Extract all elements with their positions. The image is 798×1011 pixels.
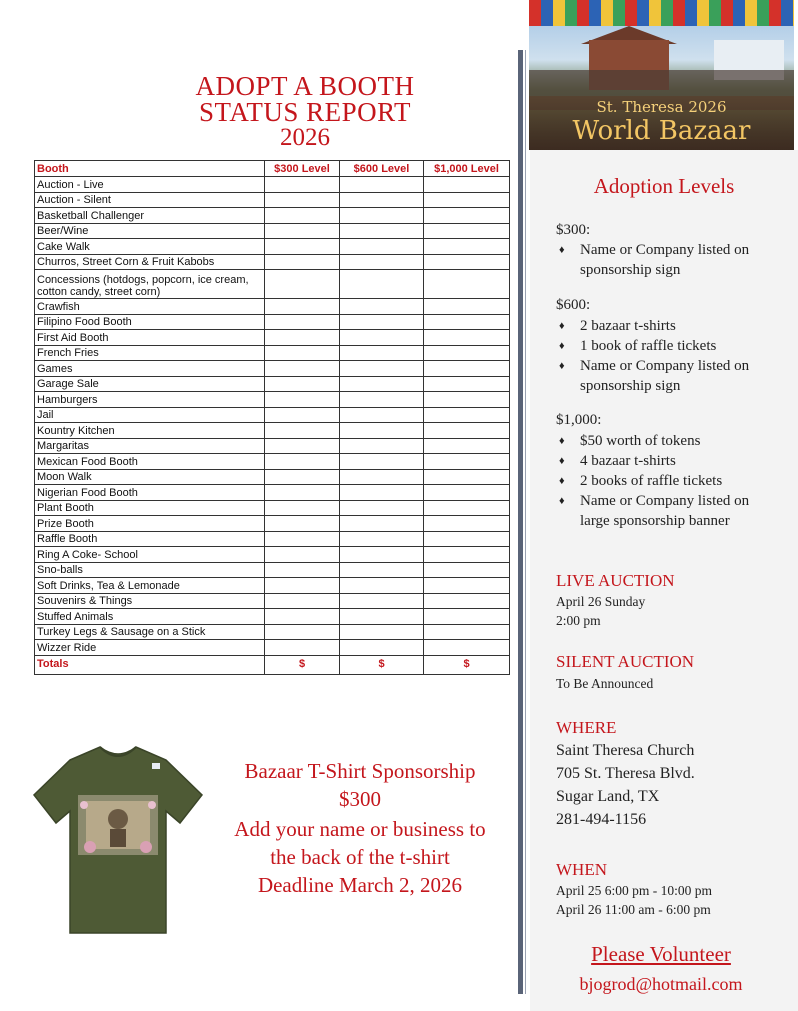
cell-300 [265,376,340,392]
cell-1000 [424,223,510,239]
booth-name: Plant Booth [35,500,265,516]
cell-300 [265,208,340,224]
cell-600 [340,423,424,439]
booth-name: Moon Walk [35,469,265,485]
cell-1000 [424,423,510,439]
table-row [35,531,510,547]
cell-600 [340,578,424,594]
booth-name: Raffle Booth [35,531,265,547]
cell-600 [340,299,424,315]
cell-600 [340,208,424,224]
cell-1000 [424,239,510,255]
cell-1000 [424,593,510,609]
booth-name: Souvenirs & Things [35,593,265,609]
live-auction-heading: LIVE AUCTION [556,571,675,590]
table-row [35,345,510,361]
booth-name: Soft Drinks, Tea & Lemonade [35,578,265,594]
cell-600 [340,177,424,193]
cell-600 [340,454,424,470]
cell-300 [265,345,340,361]
cell-600 [340,314,424,330]
booth-name: Cake Walk [35,239,265,255]
cell-600 [340,485,424,501]
cell-600 [340,531,424,547]
cell-1000 [424,640,510,656]
table-row [35,578,510,594]
booth-name: Basketball Challenger [35,208,265,224]
table-row [35,547,510,563]
cell-1000 [424,531,510,547]
schedule-day1: April 25 6:00 pm - 10:00 pm [556,883,712,898]
table-row [35,593,510,609]
cell-600 [340,392,424,408]
cell-600 [340,330,424,346]
cell-1000 [424,254,510,270]
booth-name: Auction - Live [35,177,265,193]
table-row [35,485,510,501]
cell-600 [340,516,424,532]
table-row [35,192,510,208]
cell-1000 [424,270,510,299]
booth-name: Margaritas [35,438,265,454]
booth-name: Beer/Wine [35,223,265,239]
cell-600 [340,361,424,377]
booth-name: Games [35,361,265,377]
cell-1000 [424,345,510,361]
when-schedule [556,881,712,919]
cell-300 [265,223,340,239]
total-600: $ [340,655,424,674]
phone-number: 281-494-1156 [556,811,647,828]
cell-300 [265,531,340,547]
table-row [35,469,510,485]
col-header-600: $600 Level [340,161,424,177]
totals-row [35,655,510,674]
cell-300 [265,239,340,255]
cell-600 [340,223,424,239]
cell-600 [340,345,424,361]
cell-600 [340,469,424,485]
cell-300 [265,562,340,578]
where-address [556,739,695,831]
booth-name: Churros, Street Corn & Fruit Kabobs [35,254,265,270]
list-item: ♦ Name or Company listed on sponsorship sign [556,240,771,280]
booth-name: Ring A Coke- School [35,547,265,563]
table-row [35,239,510,255]
bunting-flags [529,0,794,26]
table-header-row [35,161,510,177]
cell-600 [340,624,424,640]
divider-bar [518,50,523,994]
list-item: ♦ 1 book of raffle tickets [556,336,771,356]
cell-300 [265,438,340,454]
cell-1000 [424,208,510,224]
cell-300 [265,361,340,377]
cell-1000 [424,438,510,454]
table-row [35,423,510,439]
cell-300 [265,330,340,346]
level-300-label: $300: [556,222,591,238]
cell-1000 [424,500,510,516]
live-auction-date: April 26 Sunday [556,594,646,609]
table-row [35,208,510,224]
table-row [35,376,510,392]
tshirt-promo-deadline: Deadline March 2, 2026 [257,873,463,897]
cell-300 [265,423,340,439]
church-name: Saint Theresa Church [556,742,695,759]
list-item: ♦ Name or Company listed on sponsorship sign [556,356,771,396]
table-row [35,314,510,330]
cell-1000 [424,376,510,392]
tshirt-promo-price: $300 [339,787,381,811]
street-address: 705 St. Theresa Blvd. [556,765,695,782]
cell-1000 [424,392,510,408]
city-state: Sugar Land, TX [556,788,660,805]
cell-1000 [424,407,510,423]
cell-1000 [424,361,510,377]
tshirt-image [30,735,206,945]
cell-300 [265,485,340,501]
level-300-benefits [556,240,771,280]
cell-300 [265,454,340,470]
cell-300 [265,192,340,208]
table-row [35,223,510,239]
bazaar-banner-image [529,0,794,150]
cell-600 [340,376,424,392]
silent-auction-heading: SILENT AUCTION [556,652,695,671]
cell-1000 [424,547,510,563]
tshirt-promo-text2: the back of the t-shirt [270,845,450,869]
table-row [35,562,510,578]
cell-1000 [424,485,510,501]
cell-300 [265,640,340,656]
table-row [35,438,510,454]
booth-name: Sno-balls [35,562,265,578]
cell-1000 [424,578,510,594]
table-row [35,624,510,640]
cell-600 [340,593,424,609]
table-row [35,640,510,656]
level-600-benefits [556,316,771,396]
booth-name: Hamburgers [35,392,265,408]
table-row [35,609,510,625]
cell-300 [265,270,340,299]
booth-name: Nigerian Food Booth [35,485,265,501]
title-year: 2026 [280,124,330,151]
cell-1000 [424,299,510,315]
cell-1000 [424,609,510,625]
cell-1000 [424,330,510,346]
cell-600 [340,239,424,255]
booth-name: Crawfish [35,299,265,315]
booth-name: Filipino Food Booth [35,314,265,330]
contact-email[interactable]: bjogrod@hotmail.com [579,974,743,994]
list-item: ♦ 2 books of raffle tickets [556,471,771,491]
page-title: ADOPT A BOOTH [195,71,415,101]
cell-300 [265,299,340,315]
booth-name: Turkey Legs & Sausage on a Stick [35,624,265,640]
adoption-levels-heading: Adoption Levels [593,174,735,198]
volunteer-link[interactable]: Please Volunteer [591,942,731,966]
cell-600 [340,254,424,270]
cell-1000 [424,177,510,193]
where-heading: WHERE [556,718,617,737]
cell-1000 [424,516,510,532]
banner-title: World Bazaar [572,116,751,146]
booth-name: French Fries [35,345,265,361]
when-heading: WHEN [556,860,607,879]
table-row [35,392,510,408]
live-auction-details [556,592,645,630]
table-row [35,361,510,377]
silent-auction-note: To Be Announced [556,676,654,691]
booth-name: Mexican Food Booth [35,454,265,470]
cell-1000 [424,469,510,485]
page-subtitle: STATUS REPORT [198,97,411,127]
table-row [35,254,510,270]
list-item: ♦ Name or Company listed on large sponsorship banner [556,491,771,531]
total-300: $ [265,655,340,674]
table-row [35,500,510,516]
cell-300 [265,609,340,625]
tshirt-promo-title: Bazaar T-Shirt Sponsorship [244,759,476,783]
cell-600 [340,192,424,208]
booth-name: Prize Booth [35,516,265,532]
table-row [35,299,510,315]
cell-600 [340,640,424,656]
table-row [35,270,510,299]
booth-name: Concessions (hotdogs, popcorn, ice cream, cotton candy, street corn) [35,270,265,299]
table-row [35,330,510,346]
table-row [35,516,510,532]
cell-1000 [424,562,510,578]
cell-300 [265,500,340,516]
totals-label: Totals [35,655,265,674]
cell-1000 [424,454,510,470]
booth-name: Auction - Silent [35,192,265,208]
cell-300 [265,578,340,594]
cell-300 [265,177,340,193]
cell-300 [265,624,340,640]
table-row [35,454,510,470]
cell-300 [265,516,340,532]
schedule-day2: April 26 11:00 am - 6:00 pm [556,902,711,917]
cell-1000 [424,192,510,208]
list-item: ♦ 4 bazaar t-shirts [556,451,771,471]
cell-300 [265,314,340,330]
booth-name: Stuffed Animals [35,609,265,625]
level-1000-label: $1,000: [556,412,602,428]
booth-name: First Aid Booth [35,330,265,346]
level-600-label: $600: [556,297,591,313]
table-row [35,177,510,193]
live-auction-time: 2:00 pm [556,613,601,628]
cell-600 [340,407,424,423]
cell-600 [340,270,424,299]
booth-name: Wizzer Ride [35,640,265,656]
booth-name: Jail [35,407,265,423]
booth-status-table [34,160,510,675]
col-header-1000: $1,000 Level [424,161,510,177]
booth-name: Garage Sale [35,376,265,392]
cell-300 [265,593,340,609]
banner-subtitle: St. Theresa 2026 [596,98,727,116]
cell-600 [340,609,424,625]
cell-300 [265,254,340,270]
cell-600 [340,562,424,578]
table-row [35,407,510,423]
cell-1000 [424,624,510,640]
col-header-300: $300 Level [265,161,340,177]
cell-300 [265,392,340,408]
list-item: ♦ $50 worth of tokens [556,431,771,451]
cell-600 [340,438,424,454]
cell-600 [340,547,424,563]
cell-300 [265,469,340,485]
list-item: ♦ 2 bazaar t-shirts [556,316,771,336]
level-1000-benefits [556,431,771,531]
col-header-booth: Booth [35,161,265,177]
booth-name: Kountry Kitchen [35,423,265,439]
cell-300 [265,547,340,563]
divider-line [525,50,526,994]
tshirt-promo-text: Add your name or business to [234,817,486,841]
cell-600 [340,500,424,516]
cell-300 [265,407,340,423]
total-1000: $ [424,655,510,674]
cell-1000 [424,314,510,330]
